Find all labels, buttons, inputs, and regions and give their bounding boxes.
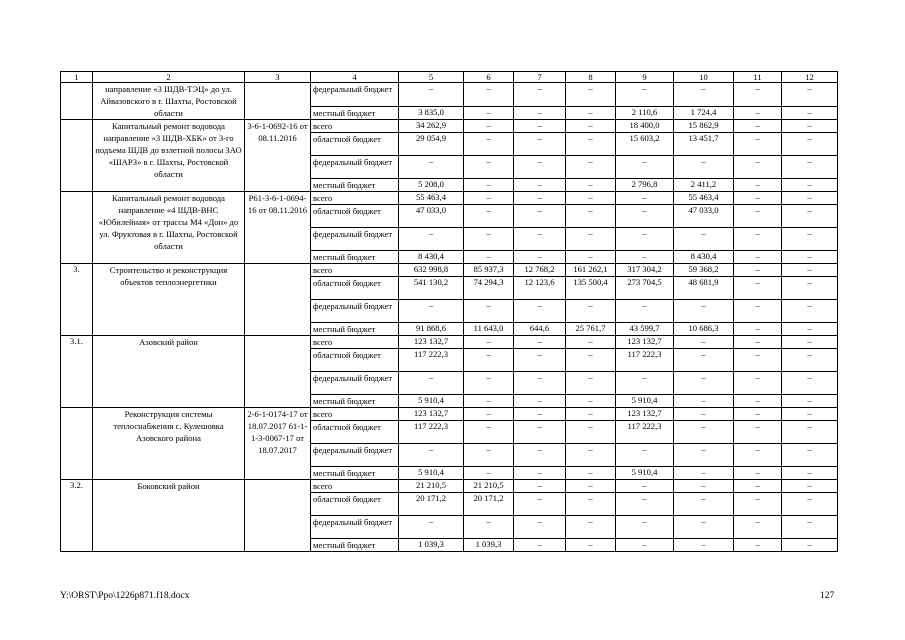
header-cell: 12: [782, 72, 838, 83]
amount-cell: –: [566, 83, 616, 107]
amount-cell: 123 132,7: [399, 336, 464, 349]
amount-cell: –: [674, 467, 734, 480]
amount-cell: –: [464, 133, 514, 156]
funding-source: федеральный бюджет: [311, 156, 399, 179]
amount-cell: –: [674, 539, 734, 552]
amount-cell: –: [566, 421, 616, 444]
amount-cell: 59 368,2: [674, 264, 734, 277]
amount-cell: –: [734, 480, 782, 493]
header-cell: 7: [514, 72, 566, 83]
amount-cell: 644,6: [514, 323, 566, 336]
row-number: 3.: [61, 264, 93, 336]
amount-cell: –: [734, 395, 782, 408]
amount-cell: –: [566, 516, 616, 539]
amount-cell: –: [566, 156, 616, 179]
amount-cell: –: [674, 349, 734, 372]
document-reference: [245, 83, 311, 120]
funding-source: федеральный бюджет: [311, 83, 399, 107]
header-cell: 3: [245, 72, 311, 83]
amount-cell: –: [566, 192, 616, 205]
amount-cell: 47 033,0: [399, 205, 464, 228]
amount-cell: 12 123,6: [514, 277, 566, 300]
amount-cell: –: [399, 516, 464, 539]
amount-cell: –: [782, 300, 838, 323]
funding-source: федеральный бюджет: [311, 516, 399, 539]
amount-cell: 317 304,2: [616, 264, 674, 277]
amount-cell: –: [566, 205, 616, 228]
page-number: 127: [820, 591, 835, 601]
amount-cell: –: [782, 83, 838, 107]
funding-source: федеральный бюджет: [311, 300, 399, 323]
document-reference: Р61-3-6-1-0694-16 от 08.11.2016: [245, 192, 311, 264]
amount-cell: –: [674, 444, 734, 467]
amount-cell: 117 222,3: [399, 349, 464, 372]
amount-cell: –: [464, 336, 514, 349]
amount-cell: –: [782, 349, 838, 372]
amount-cell: –: [734, 205, 782, 228]
amount-cell: –: [514, 228, 566, 251]
amount-cell: –: [782, 251, 838, 264]
amount-cell: –: [514, 106, 566, 119]
amount-cell: –: [399, 228, 464, 251]
table-row: [61, 480, 838, 493]
amount-cell: 135 500,4: [566, 277, 616, 300]
amount-cell: –: [734, 228, 782, 251]
amount-cell: 43 599,7: [616, 323, 674, 336]
header-cell: 1: [61, 72, 93, 83]
funding-source: областной бюджет: [311, 493, 399, 516]
amount-cell: 20 171,2: [464, 493, 514, 516]
amount-cell: –: [734, 539, 782, 552]
amount-cell: –: [734, 300, 782, 323]
amount-cell: 632 998,8: [399, 264, 464, 277]
row-number: [61, 120, 93, 192]
amount-cell: –: [514, 133, 566, 156]
amount-cell: 10 686,3: [674, 323, 734, 336]
funding-source: местный бюджет: [311, 395, 399, 408]
amount-cell: –: [674, 336, 734, 349]
amount-cell: –: [566, 120, 616, 133]
amount-cell: –: [566, 349, 616, 372]
amount-cell: –: [734, 179, 782, 192]
budget-table: [60, 71, 838, 552]
amount-cell: –: [514, 444, 566, 467]
amount-cell: –: [514, 251, 566, 264]
amount-cell: –: [566, 480, 616, 493]
row-number: [61, 408, 93, 480]
amount-cell: 21 210,5: [464, 480, 514, 493]
amount-cell: 34 262,9: [399, 120, 464, 133]
amount-cell: –: [399, 83, 464, 107]
amount-cell: –: [616, 516, 674, 539]
funding-source: местный бюджет: [311, 251, 399, 264]
amount-cell: –: [566, 539, 616, 552]
amount-cell: –: [616, 493, 674, 516]
amount-cell: –: [464, 395, 514, 408]
amount-cell: 5 910,4: [399, 395, 464, 408]
amount-cell: –: [782, 133, 838, 156]
amount-cell: 3 835,0: [399, 106, 464, 119]
amount-cell: 21 210,5: [399, 480, 464, 493]
amount-cell: 55 463,4: [399, 192, 464, 205]
object-title: Азовский район: [93, 336, 245, 408]
amount-cell: –: [464, 300, 514, 323]
document-reference: [245, 480, 311, 552]
amount-cell: –: [674, 300, 734, 323]
object-title: Капитальный ремонт водовода направление «4 ШДВ-ВНС «Юбилейная» от трассы М4 «Дон» до ул. Фруктовая в г. Шахты, Ростовской области: [93, 192, 245, 264]
object-title: Боковский район: [93, 480, 245, 552]
amount-cell: 123 132,7: [399, 408, 464, 421]
amount-cell: –: [464, 372, 514, 395]
amount-cell: –: [514, 493, 566, 516]
amount-cell: 117 222,3: [399, 421, 464, 444]
amount-cell: –: [464, 179, 514, 192]
document-reference: 2-6-1-0174-17 от 18.07.2017 61-1-1-3-0067-17 от 18.07.2017: [245, 408, 311, 480]
amount-cell: –: [674, 480, 734, 493]
amount-cell: 29 054,9: [399, 133, 464, 156]
funding-source: федеральный бюджет: [311, 372, 399, 395]
amount-cell: –: [566, 300, 616, 323]
funding-source: местный бюджет: [311, 106, 399, 119]
amount-cell: –: [782, 467, 838, 480]
amount-cell: –: [734, 251, 782, 264]
amount-cell: –: [782, 106, 838, 119]
amount-cell: –: [674, 228, 734, 251]
amount-cell: 11 643,0: [464, 323, 514, 336]
amount-cell: –: [514, 408, 566, 421]
amount-cell: 541 130,2: [399, 277, 464, 300]
amount-cell: –: [734, 467, 782, 480]
amount-cell: 5 910,4: [616, 467, 674, 480]
amount-cell: –: [782, 264, 838, 277]
amount-cell: –: [734, 277, 782, 300]
amount-cell: –: [734, 133, 782, 156]
amount-cell: –: [734, 323, 782, 336]
amount-cell: –: [566, 395, 616, 408]
row-number: [61, 192, 93, 264]
amount-cell: –: [514, 179, 566, 192]
amount-cell: –: [464, 205, 514, 228]
funding-source: федеральный бюджет: [311, 444, 399, 467]
funding-source: всего: [311, 264, 399, 277]
amount-cell: –: [734, 156, 782, 179]
amount-cell: –: [514, 349, 566, 372]
object-title: Реконструкция системы теплоснабжения с. Кулешовка Азовского района: [93, 408, 245, 480]
header-cell: 10: [674, 72, 734, 83]
amount-cell: –: [782, 421, 838, 444]
amount-cell: –: [734, 408, 782, 421]
amount-cell: –: [616, 228, 674, 251]
amount-cell: 1 724,4: [674, 106, 734, 119]
object-title: Капитальный ремонт водовода направление «3 ШДВ-ХБК» от 3-го подъема ШДВ до взлетной полосы ЗАО «ШАРЗ» в г. Шахты, Ростовской области: [93, 120, 245, 192]
amount-cell: –: [782, 539, 838, 552]
amount-cell: –: [616, 539, 674, 552]
amount-cell: –: [566, 179, 616, 192]
object-title: Строительство и реконструкция объектов теплоэнергетики: [93, 264, 245, 336]
header-cell: 2: [93, 72, 245, 83]
amount-cell: 1 039,3: [399, 539, 464, 552]
row-number: 3.1.: [61, 336, 93, 408]
amount-cell: –: [734, 120, 782, 133]
amount-cell: –: [464, 228, 514, 251]
amount-cell: –: [514, 372, 566, 395]
amount-cell: 273 704,5: [616, 277, 674, 300]
header-cell: 11: [734, 72, 782, 83]
amount-cell: –: [734, 444, 782, 467]
amount-cell: 117 222,3: [616, 421, 674, 444]
amount-cell: –: [734, 264, 782, 277]
amount-cell: 161 262,1: [566, 264, 616, 277]
amount-cell: 25 761,7: [566, 323, 616, 336]
amount-cell: –: [514, 205, 566, 228]
amount-cell: –: [616, 480, 674, 493]
amount-cell: –: [514, 300, 566, 323]
amount-cell: 20 171,2: [399, 493, 464, 516]
funding-source: областной бюджет: [311, 133, 399, 156]
table-row: [61, 83, 838, 107]
amount-cell: –: [616, 300, 674, 323]
funding-source: федеральный бюджет: [311, 228, 399, 251]
amount-cell: –: [566, 372, 616, 395]
header-cell: 9: [616, 72, 674, 83]
amount-cell: –: [399, 444, 464, 467]
amount-cell: –: [734, 349, 782, 372]
amount-cell: –: [674, 408, 734, 421]
funding-source: местный бюджет: [311, 179, 399, 192]
amount-cell: –: [616, 251, 674, 264]
amount-cell: –: [782, 156, 838, 179]
header-cell: 4: [311, 72, 399, 83]
amount-cell: 15 862,9: [674, 120, 734, 133]
row-number: 3.2.: [61, 480, 93, 552]
amount-cell: 123 132,7: [616, 336, 674, 349]
amount-cell: –: [782, 228, 838, 251]
document-reference: [245, 336, 311, 408]
amount-cell: –: [782, 120, 838, 133]
amount-cell: 74 294,3: [464, 277, 514, 300]
amount-cell: 123 132,7: [616, 408, 674, 421]
amount-cell: 48 681,9: [674, 277, 734, 300]
row-number: [61, 83, 93, 120]
table-header-row: [61, 72, 838, 83]
amount-cell: –: [464, 408, 514, 421]
amount-cell: –: [734, 421, 782, 444]
amount-cell: –: [566, 336, 616, 349]
amount-cell: –: [514, 395, 566, 408]
amount-cell: 8 430,4: [399, 251, 464, 264]
amount-cell: –: [464, 444, 514, 467]
amount-cell: –: [514, 480, 566, 493]
funding-source: всего: [311, 480, 399, 493]
amount-cell: –: [782, 277, 838, 300]
funding-source: областной бюджет: [311, 205, 399, 228]
funding-source: всего: [311, 120, 399, 133]
document-reference: 3-6-1-0692-16 от 08.11.2016: [245, 120, 311, 192]
amount-cell: –: [782, 408, 838, 421]
amount-cell: –: [464, 106, 514, 119]
funding-source: областной бюджет: [311, 277, 399, 300]
amount-cell: –: [782, 179, 838, 192]
amount-cell: –: [734, 336, 782, 349]
table-row: [61, 408, 838, 421]
amount-cell: –: [616, 192, 674, 205]
amount-cell: –: [464, 467, 514, 480]
amount-cell: 47 033,0: [674, 205, 734, 228]
amount-cell: 2 411,2: [674, 179, 734, 192]
amount-cell: –: [674, 395, 734, 408]
amount-cell: –: [674, 516, 734, 539]
amount-cell: –: [782, 516, 838, 539]
amount-cell: –: [514, 336, 566, 349]
header-cell: 8: [566, 72, 616, 83]
amount-cell: –: [566, 467, 616, 480]
funding-source: всего: [311, 336, 399, 349]
amount-cell: –: [464, 349, 514, 372]
amount-cell: 2 110,6: [616, 106, 674, 119]
funding-source: местный бюджет: [311, 539, 399, 552]
amount-cell: –: [782, 395, 838, 408]
funding-source: всего: [311, 192, 399, 205]
table-body: [61, 72, 838, 552]
amount-cell: –: [734, 192, 782, 205]
amount-cell: 12 768,2: [514, 264, 566, 277]
amount-cell: –: [464, 83, 514, 107]
amount-cell: –: [782, 205, 838, 228]
amount-cell: 18 400,0: [616, 120, 674, 133]
amount-cell: –: [616, 205, 674, 228]
amount-cell: 5 910,4: [616, 395, 674, 408]
amount-cell: 5 208,0: [399, 179, 464, 192]
amount-cell: –: [782, 493, 838, 516]
amount-cell: –: [464, 156, 514, 179]
amount-cell: –: [514, 421, 566, 444]
header-cell: 5: [399, 72, 464, 83]
amount-cell: 8 430,4: [674, 251, 734, 264]
amount-cell: 91 868,6: [399, 323, 464, 336]
amount-cell: –: [782, 336, 838, 349]
amount-cell: 2 796,8: [616, 179, 674, 192]
funding-source: областной бюджет: [311, 421, 399, 444]
amount-cell: –: [514, 156, 566, 179]
amount-cell: 85 937,3: [464, 264, 514, 277]
footer-file-path: Y:\ORST\Ppo\1226p871.f18.docx: [60, 591, 190, 601]
amount-cell: –: [566, 106, 616, 119]
amount-cell: –: [734, 516, 782, 539]
table-row: [61, 336, 838, 349]
table-row: [61, 120, 838, 133]
amount-cell: –: [734, 372, 782, 395]
document-reference: [245, 264, 311, 336]
amount-cell: –: [464, 192, 514, 205]
funding-source: местный бюджет: [311, 467, 399, 480]
amount-cell: –: [782, 372, 838, 395]
amount-cell: –: [734, 106, 782, 119]
amount-cell: –: [674, 421, 734, 444]
amount-cell: –: [514, 539, 566, 552]
amount-cell: 5 910,4: [399, 467, 464, 480]
amount-cell: –: [464, 516, 514, 539]
amount-cell: 13 451,7: [674, 133, 734, 156]
amount-cell: –: [734, 83, 782, 107]
funding-source: всего: [311, 408, 399, 421]
amount-cell: 1 039,3: [464, 539, 514, 552]
amount-cell: –: [514, 83, 566, 107]
amount-cell: –: [566, 493, 616, 516]
amount-cell: –: [782, 480, 838, 493]
amount-cell: –: [674, 83, 734, 107]
amount-cell: –: [464, 251, 514, 264]
amount-cell: –: [674, 372, 734, 395]
table-row: [61, 192, 838, 205]
amount-cell: –: [616, 372, 674, 395]
amount-cell: –: [782, 323, 838, 336]
amount-cell: –: [674, 156, 734, 179]
amount-cell: –: [782, 192, 838, 205]
amount-cell: –: [399, 372, 464, 395]
funding-source: областной бюджет: [311, 349, 399, 372]
amount-cell: –: [464, 120, 514, 133]
funding-source: местный бюджет: [311, 323, 399, 336]
amount-cell: –: [782, 444, 838, 467]
amount-cell: –: [566, 408, 616, 421]
amount-cell: –: [514, 516, 566, 539]
amount-cell: –: [464, 421, 514, 444]
amount-cell: –: [514, 467, 566, 480]
amount-cell: –: [514, 120, 566, 133]
amount-cell: 117 222,3: [616, 349, 674, 372]
table-row: [61, 264, 838, 277]
amount-cell: –: [399, 156, 464, 179]
amount-cell: –: [616, 444, 674, 467]
amount-cell: 15 603,2: [616, 133, 674, 156]
header-cell: 6: [464, 72, 514, 83]
amount-cell: –: [399, 300, 464, 323]
amount-cell: –: [616, 83, 674, 107]
object-title: направление «3 ШДВ-ТЭЦ» до ул. Айвазовского в г. Шахты, Ростовской области: [93, 83, 245, 120]
amount-cell: –: [514, 192, 566, 205]
amount-cell: 55 463,4: [674, 192, 734, 205]
amount-cell: –: [566, 251, 616, 264]
amount-cell: –: [674, 493, 734, 516]
amount-cell: –: [734, 493, 782, 516]
amount-cell: –: [566, 228, 616, 251]
amount-cell: –: [616, 156, 674, 179]
amount-cell: –: [566, 444, 616, 467]
amount-cell: –: [566, 133, 616, 156]
